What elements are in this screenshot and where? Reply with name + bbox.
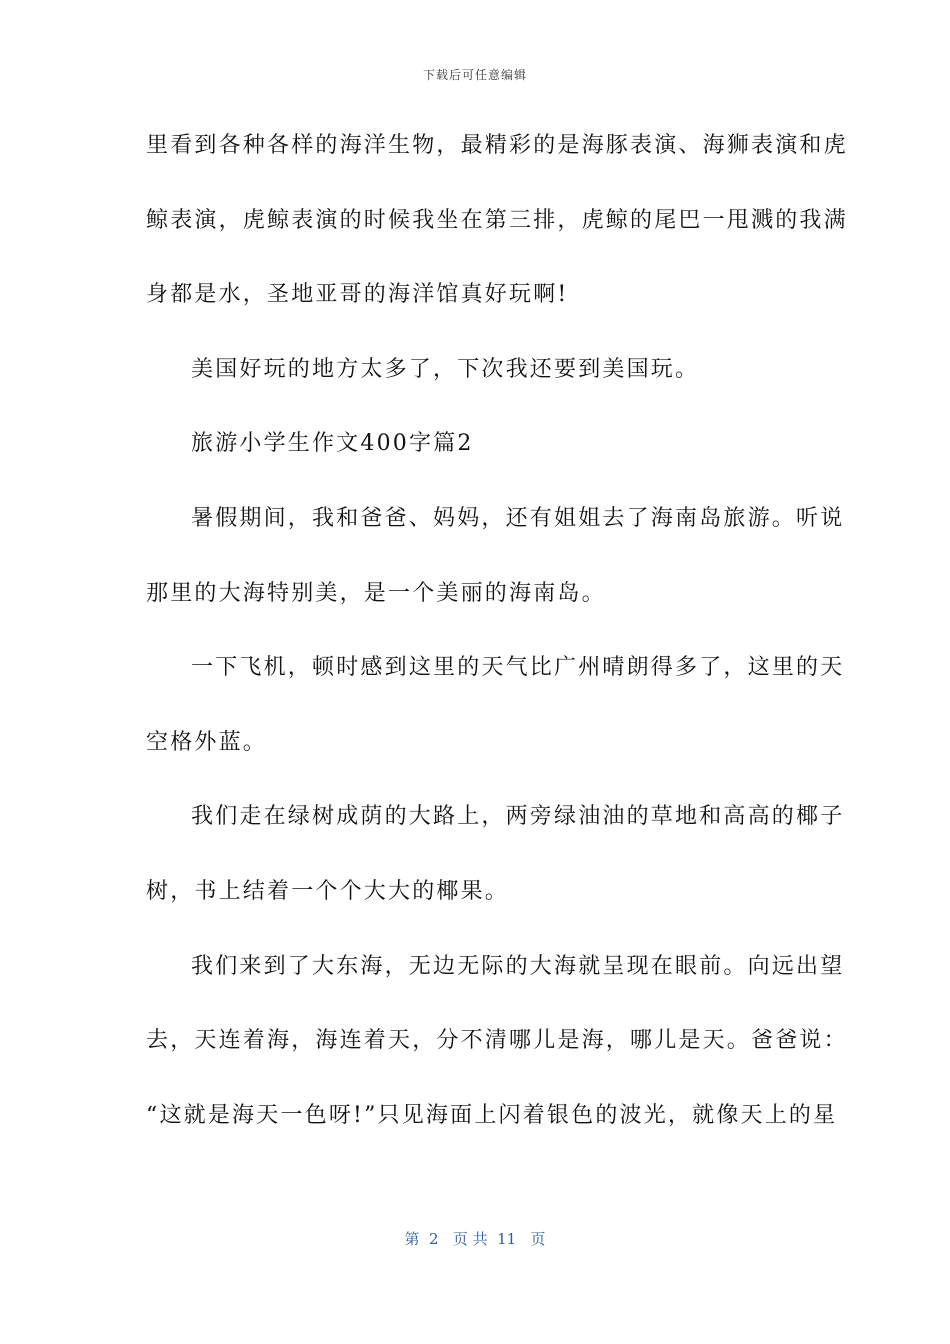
text-line: 空格外蓝。 (146, 729, 268, 755)
text-line: 那里的大海特别美，是一个美丽的海南岛。 (146, 580, 606, 606)
text-line: “这就是海天一色呀!”只见海面上闪着银色的波光，就像天上的星 (146, 1102, 838, 1128)
text-line: 里看到各种各样的海洋生物，最精彩的是海豚表演、海狮表演和虎 (146, 133, 848, 158)
page-header: 下载后可任意编辑 (422, 68, 527, 82)
paragraph-start-line: 暑假期间，我和爸爸、妈妈，还有姐姐去了海南岛旅游。听说 (191, 505, 845, 531)
text-line: 去，天连着海，海连着天，分不清哪儿是海，哪儿是天。爸爸说： (146, 1028, 848, 1054)
text-line: 身都是水，圣地亚哥的海洋馆真好玩啊! (146, 282, 569, 308)
section-heading: 旅游小学生作文400字篇2 (191, 431, 474, 457)
paragraph-start-line: 我们来到了大东海，无边无际的大海就呈现在眼前。向远出望 (191, 953, 845, 979)
page-number-footer: 第 2 页 共 11 页 (404, 1230, 546, 1248)
text-line: 树，书上结着一个个大大的椰果。 (146, 878, 510, 904)
text-line: 鲸表演，虎鲸表演的时候我坐在第三排，虎鲸的尾巴一甩溅的我满 (146, 207, 848, 233)
paragraph-start-line: 美国好玩的地方太多了，下次我还要到美国玩。 (191, 356, 700, 382)
document-body (146, 124, 848, 1168)
paragraph-start-line: 我们走在绿树成荫的大路上，两旁绿油油的草地和高高的椰子 (191, 804, 845, 830)
paragraph-start-line: 一下飞机，顿时感到这里的天气比广州晴朗得多了，这里的天 (191, 655, 845, 681)
